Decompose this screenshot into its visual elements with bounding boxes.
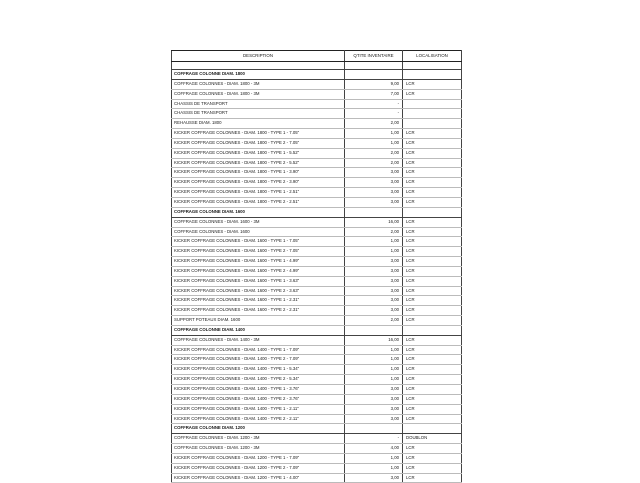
- quantity-cell: 2,00: [345, 119, 403, 129]
- description-cell: KICKER COFFRAGE COLONNES - DIAM. 1800 - TYPE 2 - 5.52": [172, 158, 345, 168]
- location-cell: LCR: [403, 266, 462, 276]
- description-cell: KICKER COFFRAGE COLONNES - DIAM. 1400 - TYPE 2 - 5.34": [172, 375, 345, 385]
- quantity-cell: 3,00: [345, 197, 403, 207]
- table-row: [172, 335, 462, 345]
- header-row: [172, 51, 462, 62]
- location-cell: LCR: [403, 394, 462, 404]
- table-row: [172, 316, 462, 326]
- table-row: [172, 188, 462, 198]
- section-location-cell: [403, 70, 462, 80]
- description-cell: KICKER COFFRAGE COLONNES - DIAM. 1600 - TYPE 2 - 4.99": [172, 266, 345, 276]
- table-row: [172, 227, 462, 237]
- description-cell: KICKER COFFRAGE COLONNES - DIAM. 1600 - TYPE 2 - 3.63": [172, 286, 345, 296]
- location-cell: LCR: [403, 89, 462, 99]
- description-cell: KICKER COFFRAGE COLONNES - DIAM. 1400 - TYPE 2 - 2.11": [172, 414, 345, 424]
- quantity-cell: 3,00: [345, 276, 403, 286]
- section-header-row: [172, 424, 462, 434]
- table-row: [172, 365, 462, 375]
- section-title: COFFRAGE COLONNE DIAM. 1400: [172, 325, 345, 335]
- location-cell: LCR: [403, 444, 462, 454]
- location-cell: DOUBLON: [403, 434, 462, 444]
- description-cell: KICKER COFFRAGE COLONNES - DIAM. 1600 - TYPE 2 - 7.05": [172, 247, 345, 257]
- table-row: [172, 89, 462, 99]
- quantity-cell: 2,00: [345, 158, 403, 168]
- description-cell: COFFRAGE COLONNES - DIAM. 1600: [172, 227, 345, 237]
- table-row: [172, 217, 462, 227]
- description-cell: COFFRAGE COLONNES - DIAM. 1200 - 3M: [172, 434, 345, 444]
- table-row: [172, 444, 462, 454]
- quantity-cell: -: [345, 434, 403, 444]
- location-cell: LCR: [403, 355, 462, 365]
- table-row: [172, 237, 462, 247]
- section-title: COFFRAGE COLONNE DIAM. 1800: [172, 70, 345, 80]
- quantity-cell: 3,00: [345, 286, 403, 296]
- description-cell: KICKER COFFRAGE COLONNES - DIAM. 1400 - TYPE 2 - 7.09": [172, 355, 345, 365]
- location-cell: LCR: [403, 237, 462, 247]
- quantity-cell: 1,00: [345, 375, 403, 385]
- location-cell: LCR: [403, 453, 462, 463]
- description-cell: KICKER COFFRAGE COLONNES - DIAM. 1600 - TYPE 1 - 7.05": [172, 237, 345, 247]
- location-cell: LCR: [403, 345, 462, 355]
- location-cell: LCR: [403, 276, 462, 286]
- table-row: [172, 296, 462, 306]
- description-header: DESCRIPTION: [172, 51, 345, 62]
- description-cell: KICKER COFFRAGE COLONNES - DIAM. 1800 - TYPE 1 - 2.51": [172, 188, 345, 198]
- quantity-cell: 3,00: [345, 404, 403, 414]
- location-cell: LCR: [403, 463, 462, 473]
- location-cell: LCR: [403, 385, 462, 395]
- table-row: [172, 375, 462, 385]
- quantity-cell: 3,00: [345, 414, 403, 424]
- table-row: [172, 119, 462, 129]
- location-cell: LCR: [403, 286, 462, 296]
- location-cell: LCR: [403, 158, 462, 168]
- location-cell: LCR: [403, 217, 462, 227]
- table-row: [172, 178, 462, 188]
- table-row: [172, 168, 462, 178]
- quantity-cell: 16,00: [345, 335, 403, 345]
- quantity-cell: 1,00: [345, 129, 403, 139]
- table-row: [172, 404, 462, 414]
- table-row: [172, 463, 462, 473]
- description-cell: COFFRAGE COLONNES - DIAM. 1200 - 3M: [172, 444, 345, 454]
- quantity-cell: -: [345, 109, 403, 119]
- quantity-cell: 9,00: [345, 79, 403, 89]
- table-row: [172, 306, 462, 316]
- quantity-cell: 1,00: [345, 247, 403, 257]
- section-header-row: [172, 70, 462, 80]
- description-cell: KICKER COFFRAGE COLONNES - DIAM. 1400 - TYPE 1 - 7.09": [172, 345, 345, 355]
- table-row: [172, 197, 462, 207]
- location-cell: LCR: [403, 365, 462, 375]
- description-cell: COFFRAGE COLONNES - DIAM. 1800 - 3M: [172, 89, 345, 99]
- location-cell: LCR: [403, 414, 462, 424]
- location-cell: LCR: [403, 316, 462, 326]
- spacer-cell: [345, 62, 403, 70]
- quantity-cell: 1,00: [345, 138, 403, 148]
- location-cell: LCR: [403, 473, 462, 483]
- quantity-cell: 3,00: [345, 257, 403, 267]
- table-row: [172, 385, 462, 395]
- table-row: [172, 473, 462, 483]
- location-cell: LCR: [403, 306, 462, 316]
- quantity-cell: 7,00: [345, 89, 403, 99]
- table-row: [172, 247, 462, 257]
- spacer-row: [172, 62, 462, 70]
- description-cell: KICKER COFFRAGE COLONNES - DIAM. 1400 - TYPE 2 - 3.76": [172, 394, 345, 404]
- quantity-cell: 16,00: [345, 217, 403, 227]
- section-header-row: [172, 207, 462, 217]
- description-cell: COFFRAGE COLONNES - DIAM. 1600 - 3M: [172, 217, 345, 227]
- location-cell: [403, 99, 462, 109]
- quantity-cell: 1,00: [345, 463, 403, 473]
- section-quantity-cell: [345, 70, 403, 80]
- section-location-cell: [403, 325, 462, 335]
- description-cell: KICKER COFFRAGE COLONNES - DIAM. 1800 - TYPE 2 - 2.51": [172, 197, 345, 207]
- description-cell: SUPPORT POTEAUX DIAM. 1600: [172, 316, 345, 326]
- table-row: [172, 109, 462, 119]
- location-header: LOCALISATION: [403, 51, 462, 62]
- table-row: [172, 257, 462, 267]
- quantity-header: QTITE INVENTAIRE: [345, 51, 403, 62]
- section-title: COFFRAGE COLONNE DIAM. 1200: [172, 424, 345, 434]
- table-row: [172, 414, 462, 424]
- location-cell: [403, 119, 462, 129]
- table-row: [172, 276, 462, 286]
- description-cell: KICKER COFFRAGE COLONNES - DIAM. 1800 - TYPE 1 - 3.90": [172, 168, 345, 178]
- location-cell: LCR: [403, 129, 462, 139]
- table-row: [172, 129, 462, 139]
- description-cell: KICKER COFFRAGE COLONNES - DIAM. 1400 - TYPE 1 - 3.76": [172, 385, 345, 395]
- description-cell: KICKER COFFRAGE COLONNES - DIAM. 1200 - TYPE 1 - 7.09": [172, 453, 345, 463]
- description-cell: KICKER COFFRAGE COLONNES - DIAM. 1400 - TYPE 1 - 2.11": [172, 404, 345, 414]
- location-cell: LCR: [403, 188, 462, 198]
- quantity-cell: 2,00: [345, 227, 403, 237]
- description-cell: COFFRAGE COLONNES - DIAM. 1800 - 3M: [172, 79, 345, 89]
- quantity-cell: -: [345, 99, 403, 109]
- inventory-table: [171, 50, 462, 483]
- quantity-cell: 2,00: [345, 316, 403, 326]
- table-row: [172, 79, 462, 89]
- spacer-cell: [172, 62, 345, 70]
- location-cell: LCR: [403, 247, 462, 257]
- location-cell: LCR: [403, 375, 462, 385]
- quantity-cell: 1,00: [345, 345, 403, 355]
- table-row: [172, 355, 462, 365]
- location-cell: LCR: [403, 257, 462, 267]
- table-row: [172, 453, 462, 463]
- quantity-cell: 1,00: [345, 237, 403, 247]
- location-cell: LCR: [403, 79, 462, 89]
- spacer-cell: [403, 62, 462, 70]
- quantity-cell: 3,00: [345, 168, 403, 178]
- quantity-cell: 3,00: [345, 266, 403, 276]
- quantity-cell: 2,00: [345, 148, 403, 158]
- location-cell: LCR: [403, 178, 462, 188]
- section-header-row: [172, 325, 462, 335]
- description-cell: KICKER COFFRAGE COLONNES - DIAM. 1200 - TYPE 2 - 7.09": [172, 463, 345, 473]
- table-row: [172, 345, 462, 355]
- quantity-cell: 3,00: [345, 394, 403, 404]
- section-location-cell: [403, 207, 462, 217]
- description-cell: KICKER COFFRAGE COLONNES - DIAM. 1400 - TYPE 1 - 5.34": [172, 365, 345, 375]
- description-cell: COFFRAGE COLONNES - DIAM. 1400 - 3M: [172, 335, 345, 345]
- location-cell: LCR: [403, 404, 462, 414]
- quantity-cell: 3,00: [345, 188, 403, 198]
- location-cell: LCR: [403, 148, 462, 158]
- description-cell: KICKER COFFRAGE COLONNES - DIAM. 1600 - TYPE 2 - 2.31": [172, 306, 345, 316]
- section-quantity-cell: [345, 424, 403, 434]
- quantity-cell: 4,00: [345, 444, 403, 454]
- location-cell: LCR: [403, 296, 462, 306]
- description-cell: KICKER COFFRAGE COLONNES - DIAM. 1600 - TYPE 1 - 2.31": [172, 296, 345, 306]
- description-cell: KICKER COFFRAGE COLONNES - DIAM. 1200 - TYPE 1 - 4.00": [172, 473, 345, 483]
- location-cell: LCR: [403, 227, 462, 237]
- quantity-cell: 1,00: [345, 453, 403, 463]
- quantity-cell: 3,00: [345, 473, 403, 483]
- location-cell: LCR: [403, 197, 462, 207]
- section-location-cell: [403, 424, 462, 434]
- description-cell: KICKER COFFRAGE COLONNES - DIAM. 1800 - TYPE 2 - 3.90": [172, 178, 345, 188]
- quantity-cell: 3,00: [345, 296, 403, 306]
- section-quantity-cell: [345, 325, 403, 335]
- table-row: [172, 286, 462, 296]
- table-row: [172, 138, 462, 148]
- quantity-cell: 1,00: [345, 355, 403, 365]
- section-quantity-cell: [345, 207, 403, 217]
- description-cell: REHAUSSE DIAM. 1800: [172, 119, 345, 129]
- table-row: [172, 266, 462, 276]
- description-cell: KICKER COFFRAGE COLONNES - DIAM. 1600 - TYPE 1 - 3.63": [172, 276, 345, 286]
- table-row: [172, 394, 462, 404]
- quantity-cell: 1,00: [345, 365, 403, 375]
- description-cell: KICKER COFFRAGE COLONNES - DIAM. 1800 - TYPE 1 - 5.52": [172, 148, 345, 158]
- description-cell: CHASSIS DE TRANSPORT: [172, 99, 345, 109]
- description-cell: KICKER COFFRAGE COLONNES - DIAM. 1800 - TYPE 2 - 7.05": [172, 138, 345, 148]
- quantity-cell: 3,00: [345, 178, 403, 188]
- section-title: COFFRAGE COLONNE DIAM. 1600: [172, 207, 345, 217]
- inventory-sheet: [171, 50, 461, 483]
- location-cell: [403, 109, 462, 119]
- description-cell: CHASSIS DE TRANSPORT: [172, 109, 345, 119]
- inventory-table-body: [172, 51, 462, 483]
- quantity-cell: 3,00: [345, 385, 403, 395]
- location-cell: LCR: [403, 168, 462, 178]
- quantity-cell: 3,00: [345, 306, 403, 316]
- table-row: [172, 158, 462, 168]
- table-row: [172, 434, 462, 444]
- table-row: [172, 99, 462, 109]
- location-cell: LCR: [403, 335, 462, 345]
- description-cell: KICKER COFFRAGE COLONNES - DIAM. 1600 - TYPE 1 - 4.99": [172, 257, 345, 267]
- location-cell: LCR: [403, 138, 462, 148]
- table-row: [172, 148, 462, 158]
- description-cell: KICKER COFFRAGE COLONNES - DIAM. 1800 - TYPE 1 - 7.05": [172, 129, 345, 139]
